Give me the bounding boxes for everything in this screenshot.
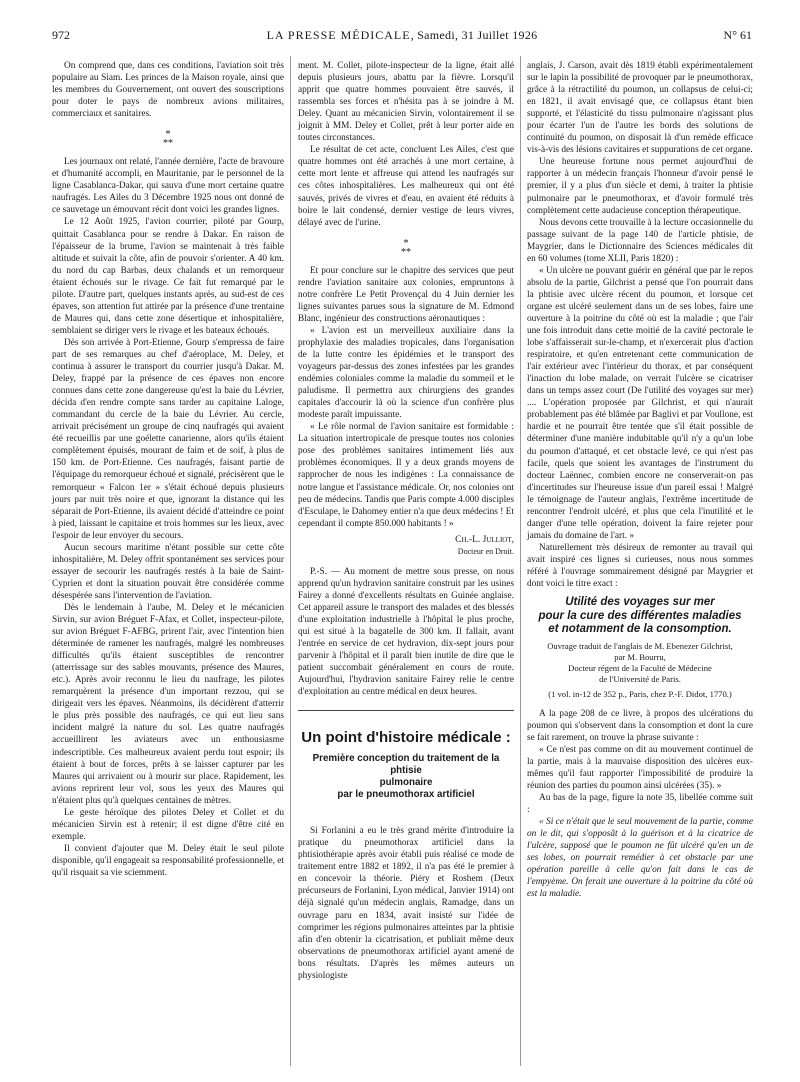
article-heading: Un point d'histoire médicale :	[301, 729, 511, 747]
paragraph: Et pour conclure sur le chapitre des services que peut rendre l'aviation sanitaire aux colonies, empruntons à notre confrère Le Petit Provençal du 4 Juin dernier les lignes suivantes parues sous la signature de M. Edmond Blanc, ingénieur des constructions aéronautiques :	[298, 265, 514, 324]
subheading-line: par le pneumothorax artificiel	[337, 789, 475, 801]
paragraph: Le 12 Août 1925, l'avion courrier, piloté par Gourp, quittait Casablanca pour se rendre à Dakar. En raison de l'épaisseur de la brume, l'avion se maintenait à très faible altitude et suivait la côte, afin de pouvoir s'orienter. A 40 km. du nord du cap Barbas, deux chalands et un remorqueur étaient échoués sur le rivage. Ce fait fut remarqué par le pilote. D'autre part, quelques instants après, au sud-est de ces épaves, son attention fut attirée par la présence d'une trentaine de Maures qui, dans cette zone désertique et inhospitalière, semblaient se diriger vers le rivage et les bateaux échoués.	[52, 217, 284, 336]
paragraph: Si Forlanini a eu le très grand mérite d'introduire la pratique du pneumothorax artificiel dans la phtisiothérapie après avoir établi puis réalisé ce mode de traitement entre 1882 et 1892, il n'a pas été le premier à en concevoir la théorie. Piéry et Roshem (Deux précurseurs de Forlanini, Lyon médical, Janvier 1914) ont déjà signalé qu'un médecin anglais, Ramadge, dans un ouvrage paru en 1834, avait insisté sur l'idée de comprimer les régions pulmonaires atteintes par la phtisie afin d'en obtenir la cicatrisation, et publiait même deux observations de pneumothorax artificiel ayant amené de bons résultats. D'après les mêmes auteurs un physiologiste	[298, 826, 514, 981]
issue-number: N° 61	[723, 28, 752, 42]
quote-paragraph: « Un ulcère ne pouvant guérir en général que par le repos absolu de la partie, Gilchrist a pensé que l'on pourrait dans la phtisie avec ulcère récent du poumon, et lorsque cet organe est ulcéré seulement dans un de ses lobes, faire une ouverture à la poitrine du côté où est la maladie ; que l'air une fois introduit dans cette moitié de la cavité pectorale le lobe s'affaisserait sur-le-champ, et n'exercerait plus d'action respiratoire, et qu'en entretenant cette communication de l'air extérieur avec l'intérieur du thorax, et par conséquent l'inaction du lobe malade, on verrait l'ulcère se cicatriser dans un temps assez court (De l'utilité des voyages sur mer) .... L'opération proposée par Gilchrist, et qui n'aurait probablement pas été blâmée par Baglivi et par Voullone, est hardie et ne pourrait être tentée que s'il était possible de déterminer d'une manière indubitable qu'il n'y a qu'un lobe du poumon d'attaqué, et cet obstacle levé, ce qui n'est pas facile, quels que soient les avantages de l'instrument du docteur Laënnec, combien encore ne conserverait-on pas d'incertitudes sur l'heureuse issue d'un pareil essai ! Malgré le témoignage de l'auteur anglais, l'extrême incertitude de rencontrer l'endroit ulcéré, et plus que cela l'inutilité et le danger d'une telle opération, doivent la faire rejeter pour jamais du domaine de l'art. »	[527, 265, 753, 541]
issue-date: , Samedi, 31 Juillet 1926	[410, 28, 538, 42]
column-divider	[290, 56, 291, 1066]
postscript: P.-S. — Au moment de mettre sous presse, on nous apprend qu'un hydravion sanitaire construit par les usines Fairey a donné d'excellents résultats en Guinée anglaise. Cet appareil assure le transport des malades et des blessés d'une exploitation industrielle à l'hôpital le plus proche, qui est situé à la bagatelle de 300 km. Il fallait, avant l'entrée en service de cet hydravion, dix-sept jours pour parvenir à l'hôpital et il paraît bien inutile de dire que le patient succombait généralement en cours de route. Aujourd'hui, l'hydravion sanitaire Fairey relie le centre d'exploitation au centre médical en deux heures.	[298, 566, 514, 698]
page-header	[52, 28, 752, 46]
book-details	[527, 641, 753, 700]
paragraph: Dès son arrivée à Port-Etienne, Gourp s'empressa de faire part de ses remarques au chef d'aéroplace, M. Deley, et continua à assurer le transport du courrier jusqu'à Dakar. M. Deley, frappé par la présence de ces épaves non encore connues dans cette zone dangereuse qu'est la baie du Lévrier, décida d'en rendre compte sans tarder au capitaine Laloge, commandant du cercle de la baie du Lévrier. Au cercle, arrivait précisément un groupe de cinq naufragés qui avaient été recueillis par une goélette canarienne, alors qu'ils étaient complètement épuisés, mourant de faim et de soif, à plus de 150 km. de Port-Etienne. Ces naufragés, faisant partie de l'équipage du remorqueur échoué et signalé, précisèrent que le remorqueur « Falcon 1er » s'était échoué depuis plusieurs jours par nuit très noire et que, ignorant la distance qui les séparait de Port-Etienne, ils avaient décidé d'atteindre ce point à pied, laissant le capitaine et trois hommes sur les lieux, avec l'espoir de leur envoyer du secours.	[52, 337, 284, 541]
book-affiliation: Docteur régent de la Faculté de Médecine	[568, 662, 712, 673]
signature-block	[298, 534, 514, 558]
book-title-line: pour la cure des différentes maladies	[538, 609, 742, 622]
book-title-line: et notamment de la consomption.	[548, 623, 732, 636]
quote-paragraph: « L'avion est un merveilleux auxiliaire dans la prophylaxie des maladies tropicales, dans l'organisation de la lutte contre les épidémies et le transport des voyageurs par-dessus des zones infestées par les grandes endémies coloniales comme la maladie du sommeil et le paludisme. Il permettra aux chirurgiens des grandes capitales d'accourir là où la science d'un confrère plus modeste paraît impuissante.	[298, 325, 514, 421]
section-rule	[298, 710, 514, 711]
journal-title: LA PRESSE MÉDICALE	[266, 28, 411, 42]
book-affiliation: de l'Université de Paris.	[599, 673, 681, 684]
paragraph: Une heureuse fortune nous permet aujourd'hui de rapporter à un médecin français l'honneur d'avoir pensé le premier, il y a plus d'un siècle et demi, à traiter la phtisie pulmonaire par le pneumothorax, et d'avoir formulé très complètement cette audacieuse conception thérapeutique.	[527, 157, 753, 216]
subheading-line: pulmonaire	[379, 777, 433, 789]
running-title	[52, 28, 752, 43]
paragraph: On comprend que, dans ces conditions, l'aviation soit très populaire au Siam. Les princes de la Maison royale, ainsi que les membres du Gouvernement, ont ouvert des souscriptions pour doter le pays de nombreux avions militaires, commerciaux et sanitaires.	[52, 61, 284, 120]
column-middle	[298, 60, 514, 982]
paragraph: Au bas de la page, figure la note 35, libellée comme suit :	[527, 792, 753, 815]
book-author: par M. Bourru,	[614, 651, 666, 662]
paragraph: A la page 208 de ce livre, à propos des ulcérations du poumon qui s'observent dans la consomption et dont la cure se fait rarement, on trouve la phrase suivante :	[527, 708, 753, 743]
asterism-top: *	[165, 129, 171, 141]
paragraph: Dès le lendemain à l'aube, M. Deley et le mécanicien Sirvin, sur avion Bréguet F-Afax, et Collet, inspecteur-pilote, sur avion Bréguet F-AFBG, prirent l'air, avec l'intention bien déterminée de ramener les naufragés, malgré les nombreuses difficultés qu'ils étaient susceptibles de rencontrer (atterrissage sur des sables mouvants, présence des Maures, etc.). Après avoir reconnu le lieu du naufrage, les pilotes remarquèrent la présence d'un important rezzou, qui se dirigeait vers les épaves. Néanmoins, ils décidèrent d'atterrir le plus près possible des naufragés, ce qui eut lieu sans incident malgré la nature du sol. Les quatre naufragés accueillirent les aviateurs avec un enthousiasme indescriptible. Ces malheureux avaient perdu tout espoir; ils étaient à bout de forces, prêts à se laisser capturer par les Maures qui arrivaient ou à mourir sur place. Rapidement, les avions reprirent leur vol, sous les yeux des Maures qui n'étaient plus qu'à quelques centaines de mètres.	[52, 602, 284, 806]
paragraph: Naturellement très désireux de remonter au travail qui avait inspiré ces lignes si curieuses, nous nous sommes référé à l'ouvrage sommairement désigné par Maygrier et dont voici le titre exact :	[527, 542, 753, 590]
asterism-divider	[298, 239, 514, 257]
book-translation: Ouvrage traduit de l'anglais de M. Ebenezer Gilchrist,	[547, 640, 733, 651]
paragraph: Le résultat de cet acte, concluent Les Ailes, c'est que quatre hommes ont été arrachés à une mort certaine, à cette mort lente et affreuse qui attend les naufragés sur ces côtes inhospitalières. Les malheureux qui ont été sauvés, privés de vivres et d'eau, en avaient été réduits à boire le lait condensé, dernier vestige de leurs vivres, délayé avec de l'urine.	[298, 145, 514, 228]
subheading-line: Première conception du traitement de la phtisie	[312, 753, 500, 777]
book-title	[527, 596, 753, 637]
signature-title: Docteur en Droit.	[457, 546, 514, 556]
paragraph: Les journaux ont relaté, l'année dernière, l'acte de bravoure et d'humanité accompli, en Mauritanie, par le personnel de la ligne Casablanca-Dakar, qui sauva d'une mort certaine quatre naufragés. Les Ailes du 3 Décembre 1925 nous ont donné de ce sauvetage un émouvant récit dont voici les grandes lignes.	[52, 157, 284, 216]
column-right	[527, 60, 753, 900]
book-title-line: Utilité des voyages sur mer	[565, 596, 715, 609]
asterism-divider	[52, 130, 284, 148]
signature-name: Ch.-L. Julliot,	[455, 534, 514, 545]
quote-paragraph: « Ce n'est pas comme on dit au mouvement continuel de la partie, mais à la mauvaise disposition des ulcères eux-mêmes qu'il faut rapporter l'impossibilité de produire la réunion des parties du poumon ainsi ulcérées (35). »	[527, 744, 753, 791]
quote-paragraph: « Si ce n'était que le seul mouvement de la partie, comme on le dit, qui s'opposât à la guérison et à la cicatrice de l'ulcère, supposé que le poumon ne fût ulcéré qu'en un de ses lobes, on pourrait remédier à cet obstacle par une opération pareille à celle qu'on fait dans le cas de l'empyème. On ferait une ouverture à la poitrine du côté où est la maladie.	[527, 816, 753, 900]
asterism-bottom: **	[401, 246, 411, 258]
paragraph: Il convient d'ajouter que M. Deley était le seul pilote disponible, qu'il engageait sa responsabilité professionnelle, et qu'il risquait sa vie sciemment.	[52, 843, 284, 878]
paragraph: Aucun secours maritime n'étant possible sur cette côte inhospitalière, M. Deley offrit spontanément ses services pour essayer de secourir les naufragés restés à la baie de Saint-Cyprien et dont la situation pouvait être considérée comme désespérée sans l'intervention de l'aviation.	[52, 542, 284, 601]
column-left	[52, 60, 284, 879]
page-number: 972	[52, 28, 70, 42]
paragraph: anglais, J. Carson, avait dès 1819 établi expérimentalement sur le lapin la possibilité de provoquer par le pneumothorax, grâce à la rétractilité du poumon, un collapsus de celui-ci; en 1821, il avait envisagé que, ce collapsus étant bien supporté, et l'élasticité du tissu pulmonaire n'agissant plus pour écarter l'un de l'autre les bords des solutions de continuité du poumon, on disposait là d'un remède efficace vis-à-vis des lésions cavitaires et suppurations de cet organe.	[527, 61, 753, 156]
book-publication: (1 vol. in-12 de 352 p., Paris, chez P.-F. Didot, 1770.)	[548, 688, 732, 699]
paragraph: ment. M. Collet, pilote-inspecteur de la ligne, était allé depuis plusieurs jours, abattu par la fièvre. Lorsqu'il apprit que quatre hommes pouvaient être sauvés, il rassembla ses forces et n'hésita pas à se joindre à M. Deley. Quant au mécanicien Sirvin, volontairement il se joignit à MM. Deley et Collet, prêt à leur porter aide en toutes circonstances.	[298, 61, 514, 144]
article-subheading	[298, 753, 514, 801]
quote-paragraph: « Le rôle normal de l'avion sanitaire est formidable : La situation intertropicale de presque toutes nos colonies pose des problèmes sanitaires intimement liés aux problèmes économiques. Il y a deux grands moyens de rapprocher de nous les indigènes : La connaissance de notre langue et l'assistance médicale. Or, nos colonies ont peu de médecins. Tandis que Paris compte 4.000 disciples d'Esculape, le Dahomey entier n'a que deux médecins ! Et cependant il compte 850.000 habitants ! »	[298, 422, 514, 529]
asterism-top: *	[403, 237, 409, 249]
paragraph: Le geste héroïque des pilotes Deley et Collet et du mécanicien Sirvin est à retenir; il est digne d'être cité en exemple.	[52, 807, 284, 842]
asterism-bottom: **	[163, 138, 173, 150]
paragraph: Nous devons cette trouvaille à la lecture occasionnelle du passage suivant de la page 140 de l'article phtisie, de Maygrier, dans le Dictionnaire des Sciences médicales dit en 60 volumes (tome XLII, Paris 1820) :	[527, 217, 753, 264]
column-divider	[520, 56, 521, 1066]
